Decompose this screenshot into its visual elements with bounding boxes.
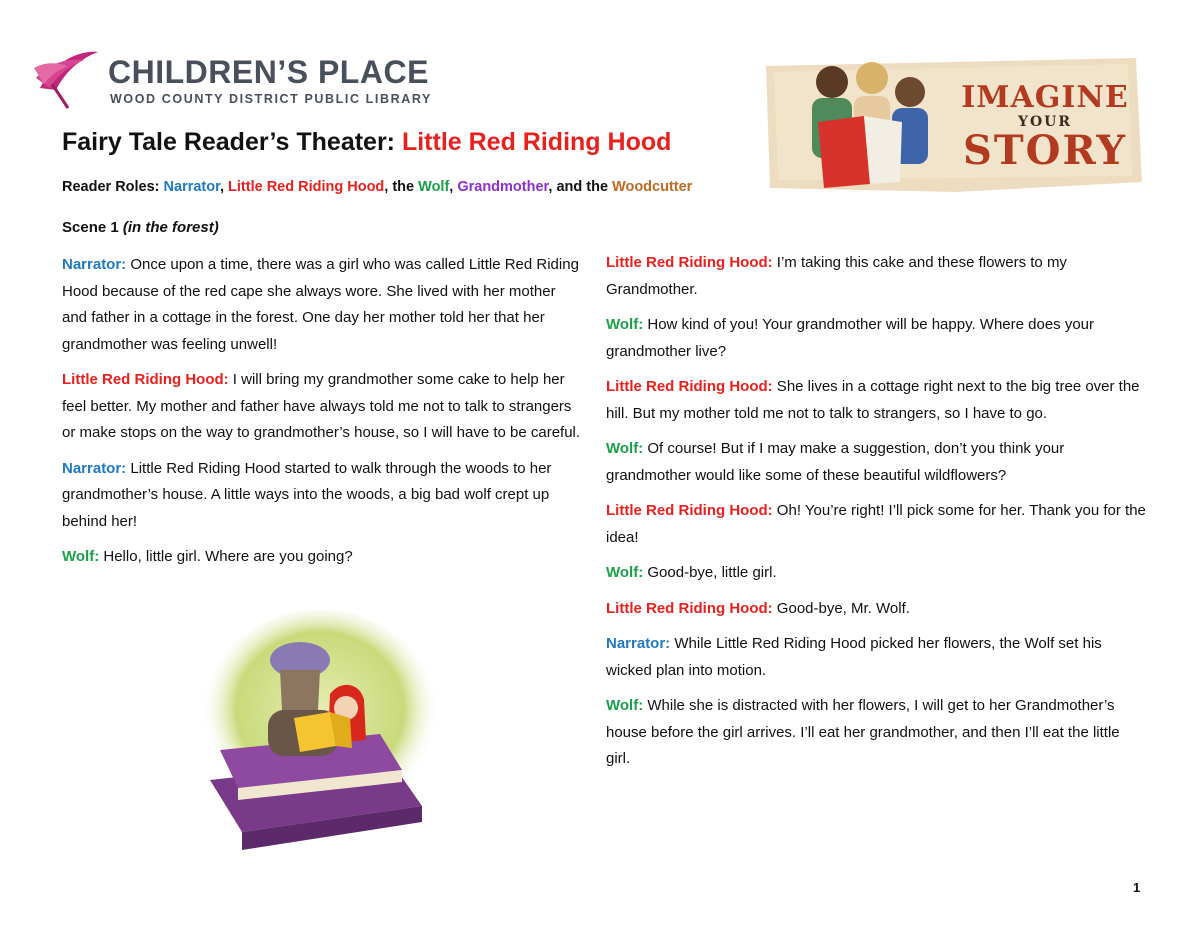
red-book-icon	[818, 116, 870, 188]
role-wolf: Wolf	[418, 179, 450, 195]
roles-sep: ,	[219, 179, 229, 195]
script-line	[606, 436, 1146, 489]
page-number: 1	[1133, 880, 1141, 895]
speaker-label: Wolf:	[62, 548, 100, 565]
logo-subtitle: WOOD COUNTY DISTRICT PUBLIC LIBRARY	[110, 92, 432, 106]
role-grandmother: Grandmother	[457, 179, 549, 195]
line-text: Oh! You’re right! I’ll pick some for her. Thank you for the idea!	[606, 502, 1146, 546]
roles-label: Reader Roles:	[62, 179, 164, 195]
roles-sep: , and the	[548, 179, 613, 195]
line-text: I’m taking this cake and these flowers to my Grandmother.	[606, 254, 1067, 298]
speaker-label: Little Red Riding Hood:	[62, 371, 229, 388]
line-text: Of course! But if I may make a suggestion, don’t you think your grandmother would like some of these beautiful wildflowers?	[606, 440, 1065, 484]
line-text: While Little Red Riding Hood picked her flowers, the Wolf set his wicked plan into motion.	[606, 635, 1102, 679]
title-story: Little Red Riding Hood	[401, 128, 672, 156]
line-text: Good-bye, Mr. Wolf.	[772, 599, 910, 617]
reader-roles	[62, 179, 692, 195]
line-text: Good-bye, little girl.	[643, 564, 777, 581]
scene-setting: (in the forest)	[122, 219, 219, 236]
speaker-label: Wolf:	[606, 697, 644, 714]
speaker-label: Little Red Riding Hood:	[606, 378, 773, 395]
scene-label: Scene 1	[62, 219, 123, 236]
script-line	[606, 693, 1146, 773]
line-text: She lives in a cottage right next to the big tree over the hill. But my mother told me not to talk to strangers, so I have to go.	[606, 378, 1140, 422]
scene-heading	[62, 219, 219, 236]
logo-title: CHILDREN’S PLACE	[108, 54, 429, 90]
line-text: Little Red Riding Hood started to walk through the woods to her grandmother’s house. A little ways into the woods, a big bad wolf crept up behind her!	[62, 459, 552, 530]
banner-line-imagine: IMAGINE	[961, 80, 1129, 115]
speaker-label: Little Red Riding Hood:	[606, 254, 773, 271]
script-line	[62, 367, 582, 447]
line-text: Hello, little girl. Where are you going?	[99, 548, 353, 565]
role-lrrh: Little Red Riding Hood	[228, 179, 385, 195]
feather-logo-icon	[32, 44, 102, 112]
script-line	[606, 498, 1146, 551]
roles-sep: , the	[384, 179, 419, 195]
script-column-left	[62, 252, 582, 580]
line-text: How kind of you! Your grandmother will be happy. Where does your grandmother live?	[606, 316, 1095, 360]
roles-sep: ,	[449, 179, 458, 195]
script-line	[606, 631, 1146, 684]
script-line	[62, 456, 582, 536]
child-head-icon	[816, 66, 848, 98]
script-line	[606, 250, 1146, 303]
line-text: I will bring my grandmother some cake to help her feel better. My mother and father have always told me not to talk to strangers or make stops on the way to grandmother’s house, so I will have to be careful.	[62, 371, 581, 441]
script-line	[62, 544, 582, 571]
role-woodcutter: Woodcutter	[612, 179, 693, 195]
banner-line-your: YOUR	[1017, 114, 1073, 130]
banner-text	[960, 82, 1130, 172]
speaker-label: Little Red Riding Hood:	[606, 502, 773, 519]
script-line	[606, 312, 1146, 365]
script-line	[606, 596, 1146, 623]
role-narrator: Narrator	[163, 179, 220, 195]
line-text: Once upon a time, there was a girl who was called Little Red Riding Hood because of the red cape she always wore. She lived with her mother and father in a cottage in the forest. One day her mother told her that her grandmother was feeling unwell!	[62, 256, 579, 353]
page-title	[62, 128, 671, 157]
library-logo	[32, 44, 452, 114]
wolf-and-girl-reading-illustration	[190, 610, 450, 860]
speaker-label: Wolf:	[606, 564, 644, 581]
speaker-label: Narrator:	[62, 256, 127, 273]
title-prefix: Fairy Tale Reader’s Theater:	[62, 128, 402, 156]
script-column-right	[606, 250, 1146, 782]
banner-line-story: STORY	[962, 127, 1128, 174]
line-text: While she is distracted with her flowers, I will get to her Grandmother’s house before the girl arrives. I’ll eat her grandmother, and then I’ll eat the little girl.	[606, 697, 1120, 767]
yellow-book-icon	[294, 712, 336, 752]
speaker-label: Wolf:	[606, 316, 644, 333]
speaker-label: Narrator:	[606, 635, 671, 652]
speaker-label: Little Red Riding Hood:	[606, 599, 773, 617]
script-line	[606, 560, 1146, 587]
script-line	[62, 252, 582, 358]
speaker-label: Wolf:	[606, 440, 644, 457]
script-line	[606, 374, 1146, 427]
speaker-label: Narrator:	[62, 459, 127, 477]
